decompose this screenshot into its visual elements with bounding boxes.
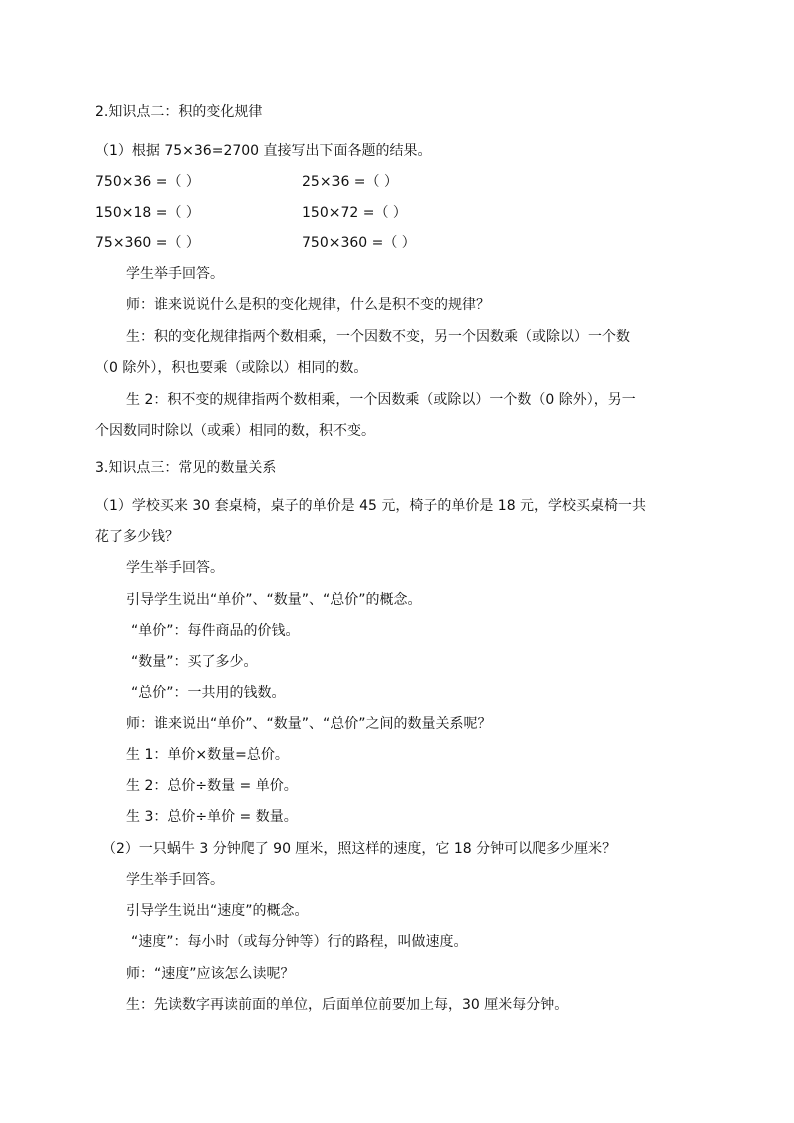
paragraph: 引导学生说出“单价”、“数量”、“总价”的概念。 [126, 592, 422, 608]
paragraph: 生 2：总价÷数量 = 单价。 [126, 778, 298, 794]
question: （1）学校买来 30 套桌椅，桌子的单价是 45 元，椅子的单价是 18 元，学校买桌椅一共 [95, 498, 647, 514]
question-continuation: 花了多少钱？ [95, 529, 179, 545]
exercise-item: 25×36 =（ ） [302, 174, 398, 190]
question: （2）一只蜗牛 3 分钟爬了 90 厘米，照这样的速度，它 18 分钟可以爬多少厘米？ [102, 841, 617, 857]
paragraph-continuation: 个因数同时除以（或乘）相同的数，积不变。 [95, 423, 375, 439]
paragraph: 生 3：总价÷单价 = 数量。 [126, 809, 298, 825]
paragraph: “数量”：买了多少。 [131, 654, 258, 670]
exercise-item: 75×360 =（ ） [95, 235, 200, 251]
paragraph: 师：谁来说出“单价”、“数量”、“总价”之间的数量关系呢？ [126, 716, 492, 732]
exercise-item: 750×360 =（ ） [302, 235, 416, 251]
exercise-item: 150×18 =（ ） [95, 205, 200, 221]
paragraph: 生 1：单价×数量=总价。 [126, 747, 289, 763]
paragraph: 师：“速度”应该怎么读呢？ [126, 966, 295, 982]
paragraph: “总价”：一共用的钱数。 [131, 685, 286, 701]
paragraph-continuation: （0 除外），积也要乘（或除以）相同的数。 [95, 360, 368, 376]
section-2-heading: 2.知识点二：积的变化规律 [95, 104, 263, 120]
section-3-heading: 3.知识点三：常见的数量关系 [95, 460, 277, 476]
exercise-item: 750×36 =（ ） [95, 174, 200, 190]
section-2-task: （1）根据 75×36=2700 直接写出下面各题的结果。 [95, 143, 432, 159]
paragraph: 学生举手回答。 [126, 266, 224, 282]
paragraph: 生 2：积不变的规律指两个数相乘，一个因数乘（或除以）一个数（0 除外），另一 [126, 392, 636, 408]
paragraph: 学生举手回答。 [126, 872, 224, 888]
paragraph: 师：谁来说说什么是积的变化规律，什么是积不变的规律？ [126, 297, 490, 313]
paragraph: 引导学生说出“速度”的概念。 [126, 903, 309, 919]
paragraph: 生：先读数字再读前面的单位，后面单位前要加上每，30 厘米每分钟。 [126, 997, 569, 1013]
exercise-item: 150×72 =（ ） [302, 205, 407, 221]
paragraph: “速度”：每小时（或每分钟等）行的路程，叫做速度。 [131, 934, 468, 950]
paragraph: “单价”：每件商品的价钱。 [131, 623, 300, 639]
paragraph: 生：积的变化规律指两个数相乘，一个因数不变，另一个因数乘（或除以）一个数 [126, 329, 630, 345]
paragraph: 学生举手回答。 [126, 560, 224, 576]
